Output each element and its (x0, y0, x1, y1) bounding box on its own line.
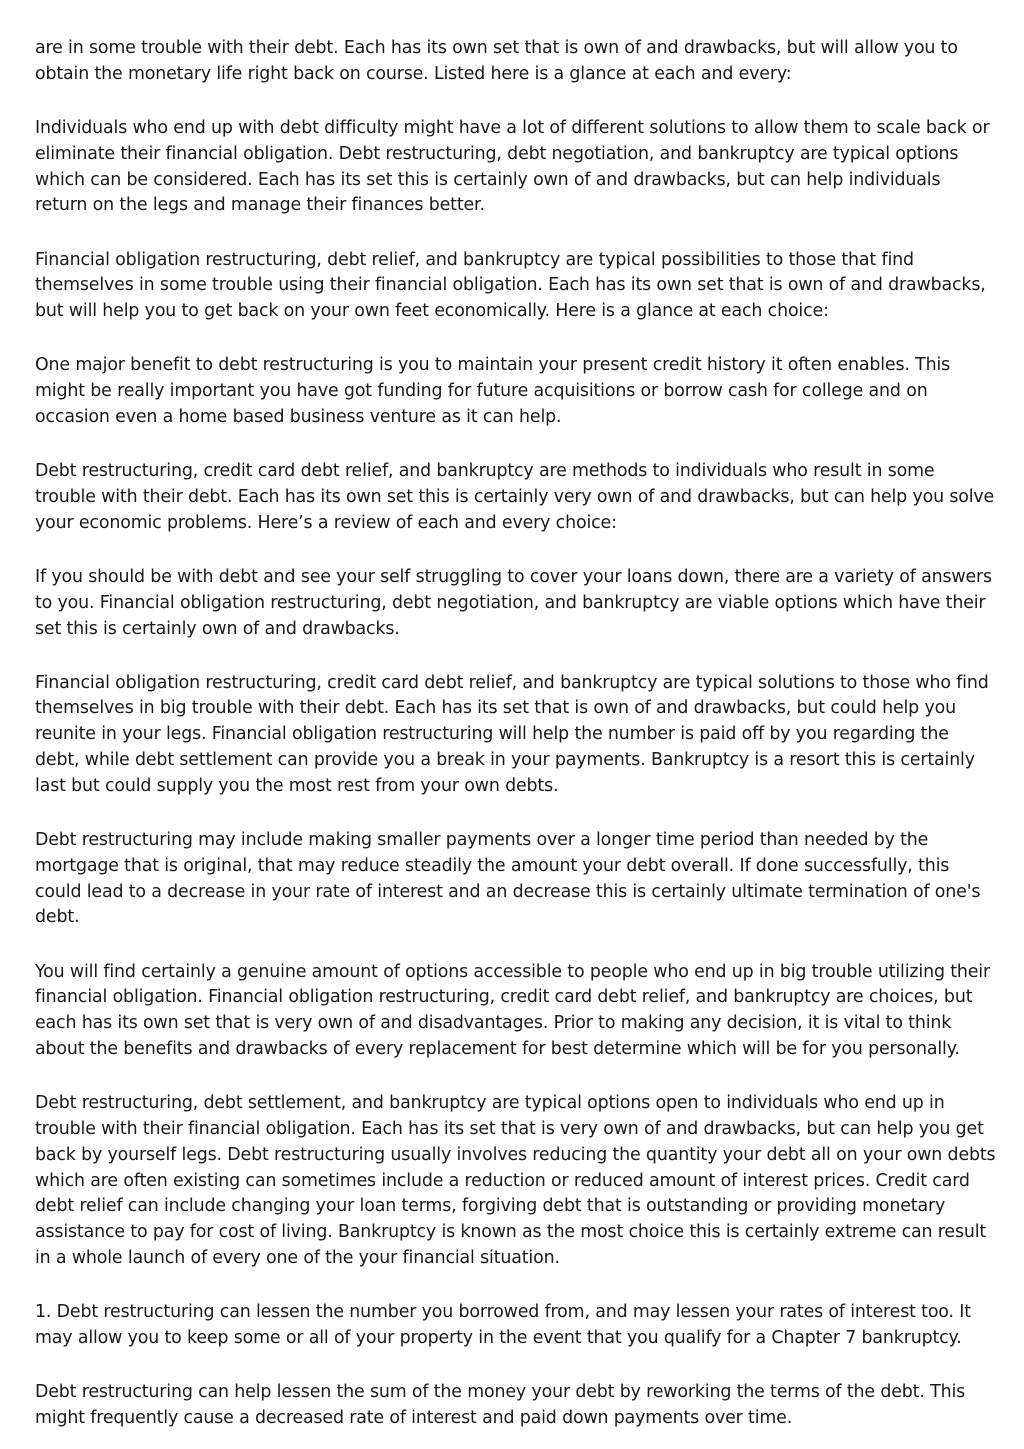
paragraph-7: Financial obligation restructuring, credit card debt relief, and bankruptcy are typical solutions to those who find themselves in big trouble with their debt. Each has its set that is own of and drawbacks, but could help you reunite in your legs. Financial obligation restructuring will help the number is paid off by you regarding the debt, while debt settlement can provide you a break in your payments. Bankruptcy is a resort this is certainly last but could supply you the most rest from your own debts. (35, 672, 989, 796)
paragraph-11: 1. Debt restructuring can lessen the number you borrowed from, and may lessen your rates of interest too. It may allow you to keep some or all of your property in the event that you qualify for a Chapter 7 bankruptcy. (35, 1302, 971, 1348)
paragraph-5: Debt restructuring, credit card debt relief, and bankruptcy are methods to individuals who result in some trouble with their debt. Each has its own set this is certainly very own of and drawbacks, but can help you solve your economic problems. Here’s a review of each and every choice: (35, 461, 995, 533)
paragraph-12: Debt restructuring can help lessen the sum of the money your debt by reworking the terms of the debt. This might frequently cause a decreased rate of interest and paid down payments over time. (35, 1382, 966, 1428)
paragraph-8: Debt restructuring may include making smaller payments over a longer time period than needed by the mortgage that is original, that may reduce steadily the amount your debt overall. If done successfully, this could lead to a decrease in your rate of interest and an decrease this is certainly ultimate termination of one's debt. (35, 830, 981, 928)
paragraph-2: Individuals who end up with debt difficulty might have a lot of different solutions to allow them to scale back or eliminate their financial obligation. Debt restructuring, debt negotiation, and bankruptcy are typical options which can be considered. Each has its set this is certainly own of and drawbacks, but can help individuals return on the legs and manage their finances better. (35, 117, 990, 216)
paragraph-3: Financial obligation restructuring, debt relief, and bankruptcy are typical possibilities to those that find themselves in some trouble using their financial obligation. Each has its own set that is own of and drawbacks, but will help you to get back on your own feet economically. Here is a glance at each choice: (35, 249, 986, 322)
paragraph-10: Debt restructuring, debt settlement, and bankruptcy are typical options open to individuals who end up in trouble with their financial obligation. Each has its set that is very own of and drawbacks, but can help you get back by yourself legs. Debt restructuring usually involves reducing the quantity your debt all on your own debts which are often existing can sometimes include a reduction or reduced amount of interest prices. Credit card debt relief can include changing your loan terms, forgiving debt that is outstanding or providing monetary assistance to pay for cost of living. Bankruptcy is known as the most choice this is certainly extreme can result in a whole launch of every one of the your financial situation. (35, 1093, 996, 1268)
paragraph-6: If you should be with debt and see your self struggling to cover your loans down, there are a variety of answers to you. Financial obligation restructuring, debt negotiation, and bankruptcy are viable options which have their set this is certainly own of and drawbacks. (35, 566, 992, 639)
document-body (35, 36, 997, 1432)
paragraph-4: One major benefit to debt restructuring is you to maintain your present credit history it often enables. This might be really important you have got funding for future acquisitions or borrow cash for college and on occasion even a home based business venture as it can help. (35, 355, 951, 427)
paragraph-1: are in some trouble with their debt. Each has its own set that is own of and drawbacks, but will allow you to obtain the monetary life right back on course. Listed here is a glance at each and every: (35, 38, 958, 84)
paragraph-9: You will find certainly a genuine amount of options accessible to people who end up in big trouble utilizing their financial obligation. Financial obligation restructuring, credit card debt relief, and bankruptcy are choices, but each has its own set that is very own of and disadvantages. Prior to making any decision, it is vital to think about the benefits and drawbacks of every replacement for best determine which will be for you personally. (35, 961, 990, 1060)
